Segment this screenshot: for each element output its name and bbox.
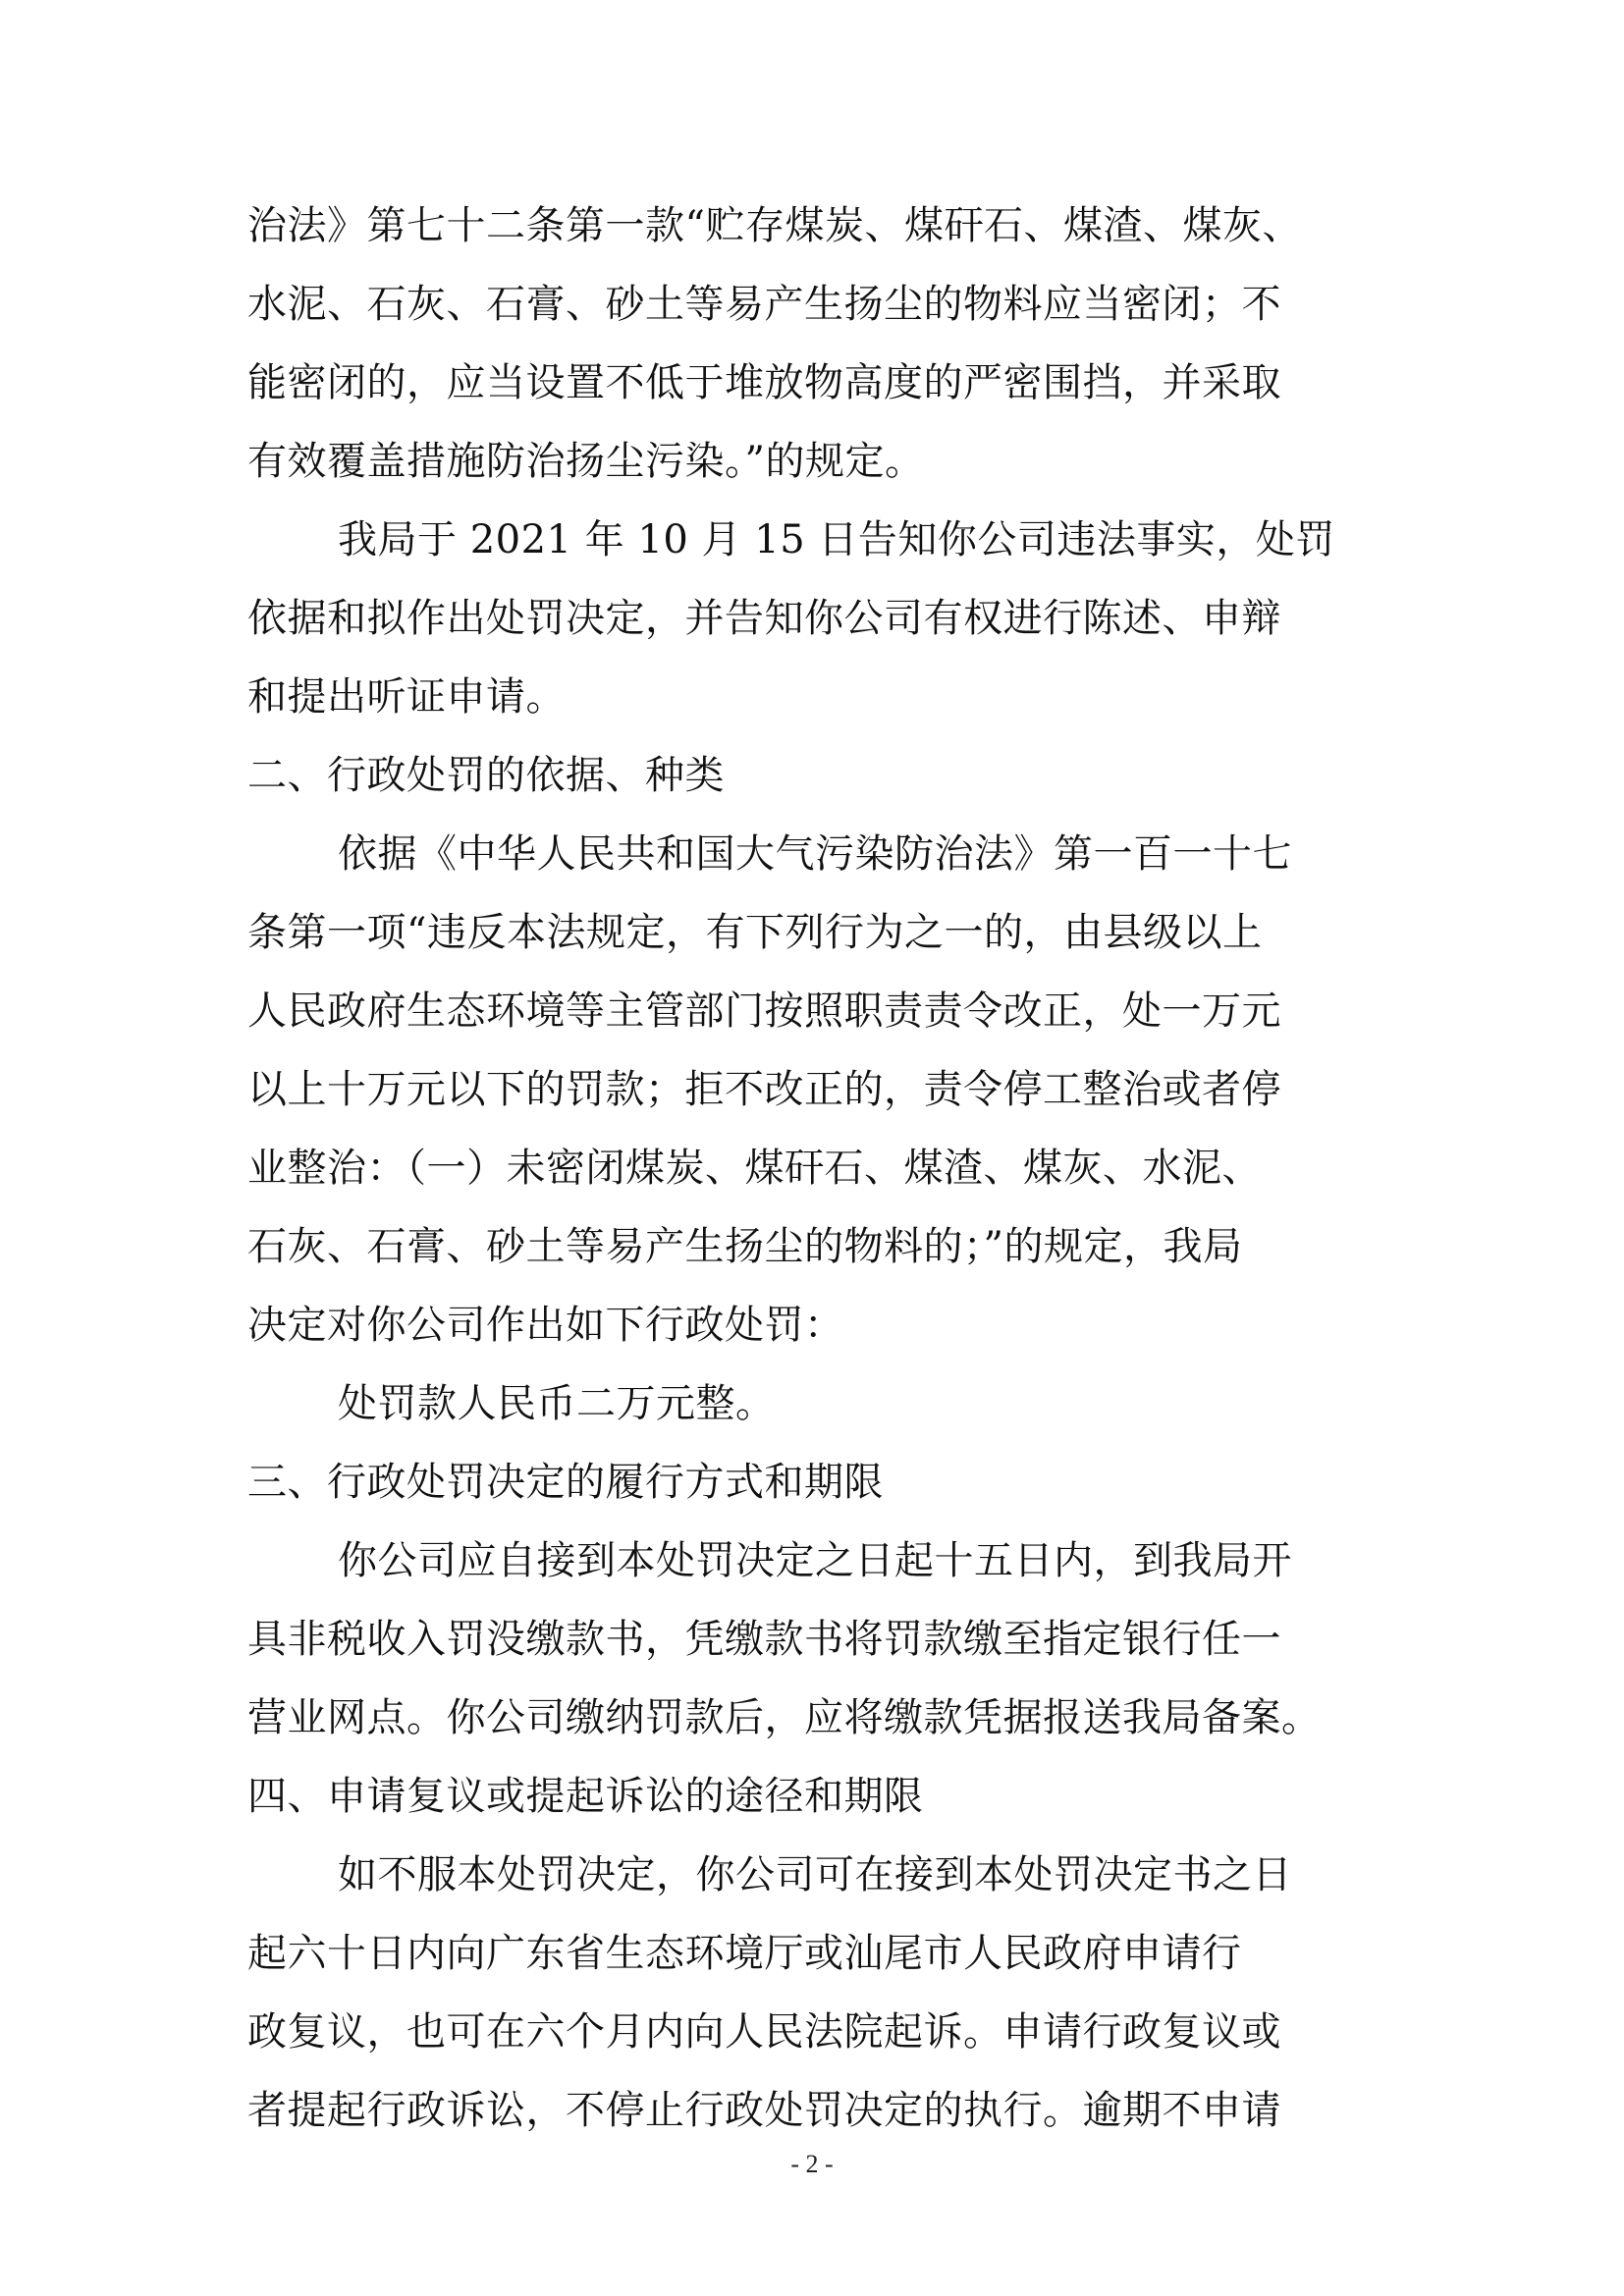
text-line: 水泥、石灰、石膏、砂土等易产生扬尘的物料应当密闭；不 (247, 282, 1281, 327)
text-line: 以上十万元以下的罚款；拒不改正的，责令停工整治或者停 (247, 1067, 1281, 1112)
text-line: 人民政府生态环境等主管部门按照职责责令改正，处一万元 (247, 988, 1281, 1034)
text-line: 者提起行政诉讼，不停止行政处罚决定的执行。逾期不申请 (247, 2088, 1281, 2133)
text-line: 有效覆盖措施防治扬尘污染。”的规定。 (247, 439, 925, 484)
text-line: 三、行政处罚决定的履行方式和期限 (247, 1460, 884, 1505)
document-body (247, 187, 1386, 2150)
text-line: 营业网点。你公司缴纳罚款后，应将缴款凭据报送我局备案。 (247, 1695, 1322, 1740)
text-line: 如不服本处罚决定，你公司可在接到本处罚决定书之日 (338, 1852, 1292, 1897)
page-number: - 2 - (790, 2150, 834, 2178)
text-line: 依据《中华人民共和国大气污染防治法》第一百一十七 (338, 831, 1292, 877)
text-line: 我局于 2021 年 10 月 15 日告知你公司违法事实，处罚 (338, 517, 1335, 562)
text-line: 能密闭的，应当设置不低于堆放物高度的严密围挡，并采取 (247, 360, 1281, 405)
text-line: 和提出听证申请。 (247, 674, 566, 720)
text-line: 治法》第七十二条第一款“贮存煤炭、煤矸石、煤渣、煤灰、 (247, 203, 1302, 248)
text-line: 起六十日内向广东省生态环境厅或汕尾市人民政府申请行 (247, 1931, 1242, 1976)
text-line: 政复议，也可在六个月内向人民法院起诉。申请行政复议或 (247, 2009, 1281, 2055)
text-line: 决定对你公司作出如下行政处罚： (247, 1303, 844, 1348)
text-line: 业整治：（一）未密闭煤炭、煤矸石、煤渣、煤灰、水泥、 (247, 1146, 1262, 1191)
text-line: 四、申请复议或提起诉讼的途径和期限 (247, 1774, 924, 1819)
text-line: 石灰、石膏、砂土等易产生扬尘的物料的；”的规定，我局 (247, 1224, 1243, 1269)
text-line: 二、行政处罚的依据、种类 (247, 753, 725, 798)
text-line: 你公司应自接到本处罚决定之日起十五日内，到我局开 (338, 1538, 1292, 1583)
text-line: 条第一项“违反本法规定，有下列行为之一的，由县级以上 (247, 910, 1263, 955)
text-line: 依据和拟作出处罚决定，并告知你公司有权进行陈述、申辩 (247, 596, 1281, 641)
text-line: 处罚款人民币二万元整。 (338, 1381, 776, 1426)
text-line: 具非税收入罚没缴款书，凭缴款书将罚款缴至指定银行任一 (247, 1617, 1281, 1662)
